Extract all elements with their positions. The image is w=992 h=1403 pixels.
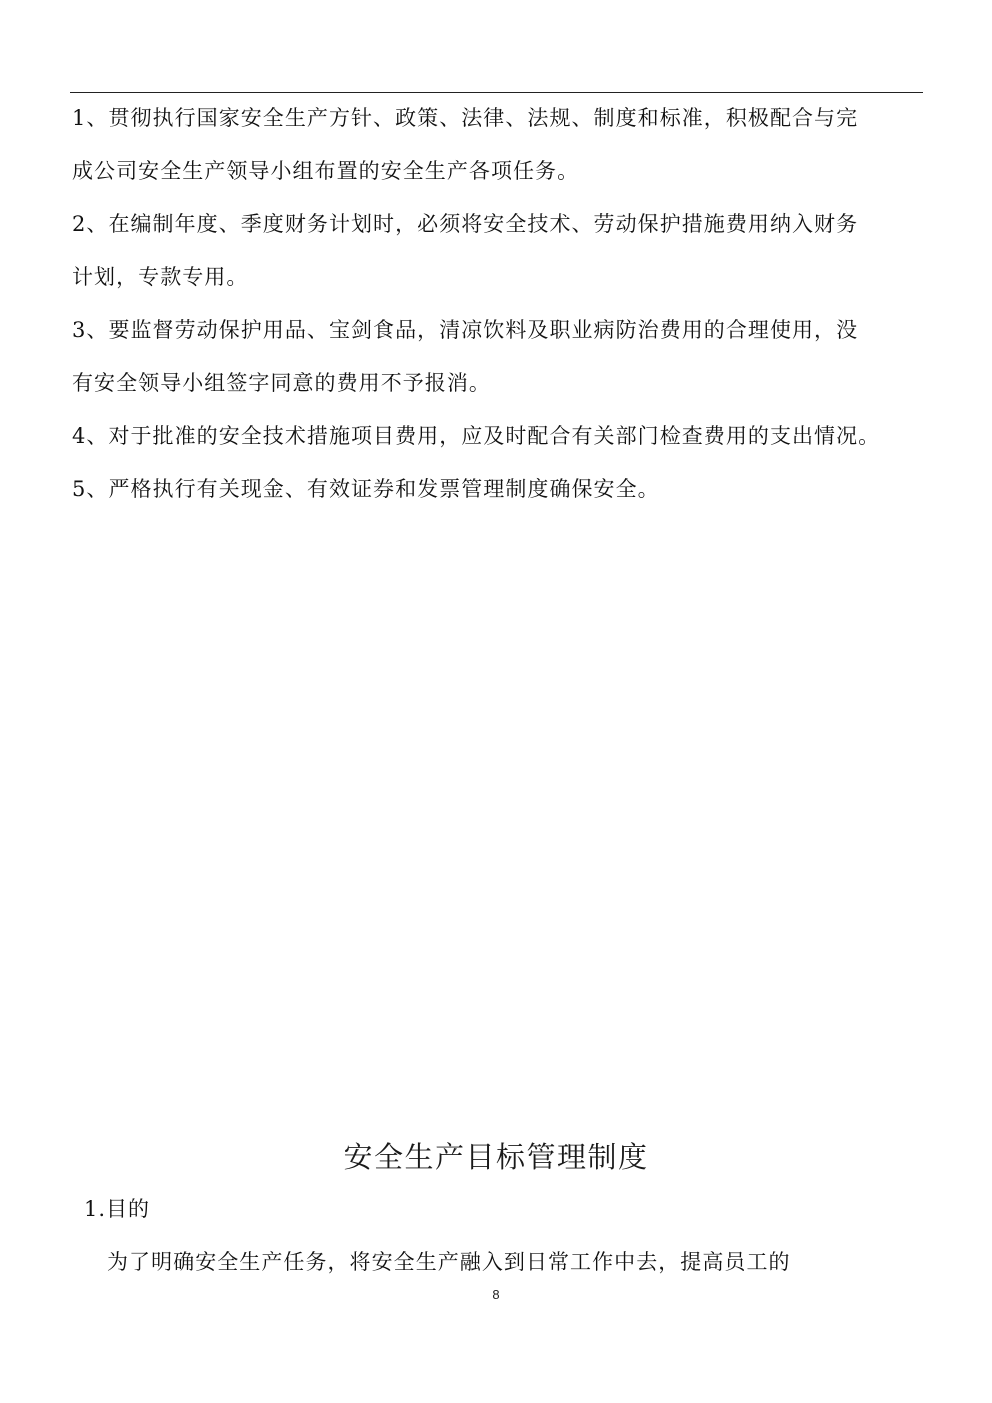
purpose-text: 为了明确安全生产任务，将安全生产融入到日常工作中去，提高员工的: [107, 1250, 791, 1274]
list-item-2: [72, 198, 924, 304]
list-item-1-line-2: 成公司安全生产领导小组布置的安全生产各项任务。: [72, 159, 580, 183]
list-item-5-line-1: 5、严格执行有关现金、有效证券和发票管理制度确保安全。: [72, 477, 660, 501]
list-item-4-line-1: 4、对于批准的安全技术措施项目费用，应及时配合有关部门检查费用的支出情况。: [72, 424, 881, 448]
list-item-1-line-1: 1、贯彻执行国家安全生产方针、政策、法律、法规、制度和标准，积极配合与完: [72, 106, 859, 130]
list-item-3: [72, 304, 924, 410]
list-item-3-line-1: 3、要监督劳动保护用品、宝剑食品，清凉饮料及职业病防治费用的合理使用，没: [72, 318, 859, 342]
list-item-5: [72, 463, 924, 516]
list-item-1: [72, 92, 924, 198]
section-title: 安全生产目标管理制度: [343, 1140, 649, 1174]
list-item-2-line-2: 计划，专款专用。: [72, 265, 249, 289]
list-item-2-line-1: 2、在编制年度、季度财务计划时，必须将安全技术、劳动保护措施费用纳入财务: [72, 212, 859, 236]
purpose-heading: 1.目的: [84, 1197, 151, 1221]
list-item-4: [72, 410, 924, 463]
page-number: 8: [492, 1287, 500, 1302]
list-item-3-line-2: 有安全领导小组签字同意的费用不予报消。: [72, 371, 491, 395]
